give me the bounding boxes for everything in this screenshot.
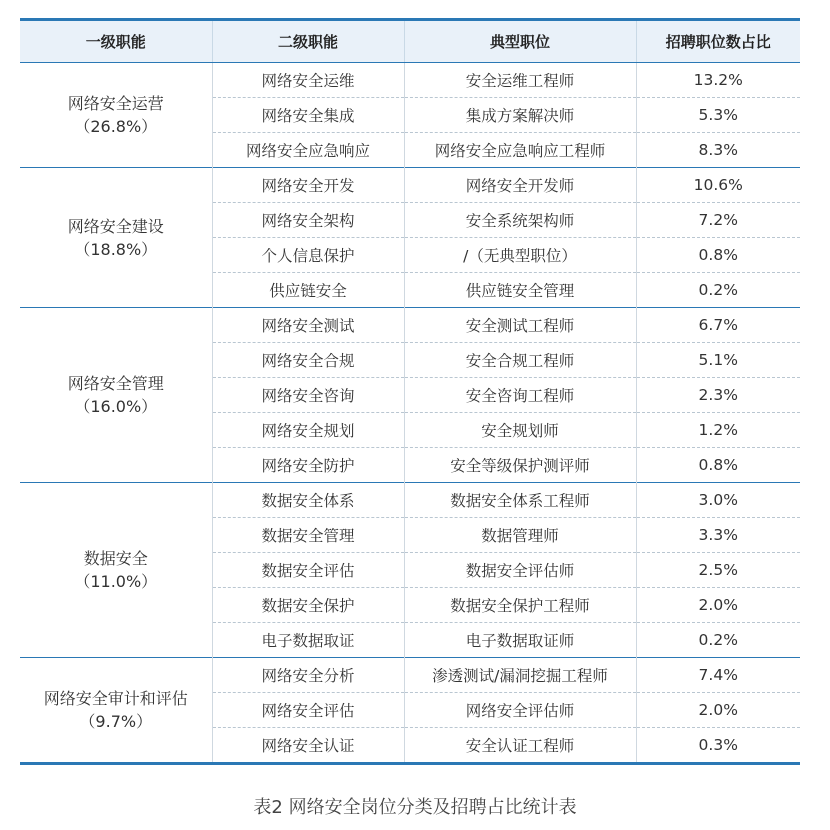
level1-function-cell bbox=[20, 168, 212, 308]
table-row bbox=[20, 483, 800, 518]
level1-function-percent: （16.0%） bbox=[74, 397, 158, 416]
level1-function-percent: （9.7%） bbox=[79, 712, 153, 731]
typical-position-cell: 数据安全保护工程师 bbox=[404, 588, 636, 623]
table-row bbox=[20, 168, 800, 203]
level2-function-cell: 网络安全运维 bbox=[212, 63, 404, 98]
level2-function-cell: 网络安全集成 bbox=[212, 98, 404, 133]
recruitment-ratio-cell: 0.2% bbox=[636, 623, 800, 658]
header-level1-function: 一级职能 bbox=[20, 20, 212, 63]
level2-function-cell: 数据安全管理 bbox=[212, 518, 404, 553]
typical-position-cell: 数据安全体系工程师 bbox=[404, 483, 636, 518]
level2-function-cell: 网络安全应急响应 bbox=[212, 133, 404, 168]
recruitment-ratio-cell: 1.2% bbox=[636, 413, 800, 448]
level2-function-cell: 网络安全评估 bbox=[212, 693, 404, 728]
recruitment-ratio-cell: 2.0% bbox=[636, 588, 800, 623]
recruitment-ratio-cell: 2.5% bbox=[636, 553, 800, 588]
typical-position-cell: 集成方案解决师 bbox=[404, 98, 636, 133]
recruitment-ratio-cell: 0.8% bbox=[636, 238, 800, 273]
header-level2-function: 二级职能 bbox=[212, 20, 404, 63]
typical-position-cell: 安全认证工程师 bbox=[404, 728, 636, 764]
header-recruitment-ratio: 招聘职位数占比 bbox=[636, 20, 800, 63]
table-body bbox=[20, 63, 800, 764]
level2-function-cell: 网络安全架构 bbox=[212, 203, 404, 238]
recruitment-ratio-cell: 10.6% bbox=[636, 168, 800, 203]
level2-function-cell: 网络安全咨询 bbox=[212, 378, 404, 413]
recruitment-ratio-cell: 0.3% bbox=[636, 728, 800, 764]
recruitment-ratio-cell: 2.0% bbox=[636, 693, 800, 728]
level2-function-cell: 个人信息保护 bbox=[212, 238, 404, 273]
level2-function-cell: 网络安全开发 bbox=[212, 168, 404, 203]
recruitment-ratio-cell: 3.0% bbox=[636, 483, 800, 518]
typical-position-cell: 数据管理师 bbox=[404, 518, 636, 553]
level1-function-name: 数据安全 bbox=[83, 549, 148, 568]
level2-function-cell: 网络安全合规 bbox=[212, 343, 404, 378]
level2-function-cell: 供应链安全 bbox=[212, 273, 404, 308]
level2-function-cell: 数据安全体系 bbox=[212, 483, 404, 518]
level2-function-cell: 网络安全认证 bbox=[212, 728, 404, 764]
table-row bbox=[20, 658, 800, 693]
level2-function-cell: 电子数据取证 bbox=[212, 623, 404, 658]
level1-function-percent: （18.8%） bbox=[74, 239, 158, 259]
recruitment-ratio-cell: 0.8% bbox=[636, 448, 800, 483]
typical-position-cell: 网络安全评估师 bbox=[404, 693, 636, 728]
recruitment-ratio-cell: 5.3% bbox=[636, 98, 800, 133]
typical-position-cell: 供应链安全管理 bbox=[404, 273, 636, 308]
level1-function-name: 网络安全审计和评估 bbox=[43, 689, 188, 708]
recruitment-ratio-cell: 5.1% bbox=[636, 343, 800, 378]
level1-function-cell bbox=[20, 308, 212, 483]
recruitment-ratio-cell: 13.2% bbox=[636, 63, 800, 98]
level1-function-name: 网络安全管理 bbox=[67, 374, 164, 393]
level2-function-cell: 网络安全测试 bbox=[212, 308, 404, 343]
recruitment-ratio-cell: 3.3% bbox=[636, 518, 800, 553]
recruitment-ratio-cell: 8.3% bbox=[636, 133, 800, 168]
typical-position-cell: 安全咨询工程师 bbox=[404, 378, 636, 413]
recruitment-ratio-cell: 0.2% bbox=[636, 273, 800, 308]
level1-function-cell bbox=[20, 658, 212, 764]
typical-position-cell: 网络安全应急响应工程师 bbox=[404, 133, 636, 168]
typical-position-cell: /（无典型职位） bbox=[404, 238, 636, 273]
job-classification-table bbox=[20, 18, 800, 765]
typical-position-cell: 电子数据取证师 bbox=[404, 623, 636, 658]
typical-position-cell: 渗透测试/漏洞挖掘工程师 bbox=[404, 658, 636, 693]
table-caption: 表2 网络安全岗位分类及招聘占比统计表 bbox=[253, 797, 577, 818]
level2-function-cell: 网络安全规划 bbox=[212, 413, 404, 448]
level1-function-cell bbox=[20, 483, 212, 658]
table-header-row bbox=[20, 20, 800, 63]
recruitment-ratio-cell: 7.2% bbox=[636, 203, 800, 238]
recruitment-ratio-cell: 7.4% bbox=[636, 658, 800, 693]
table-row bbox=[20, 63, 800, 98]
level1-function-percent: （11.0%） bbox=[74, 572, 158, 591]
table-row bbox=[20, 308, 800, 343]
typical-position-cell: 安全测试工程师 bbox=[404, 308, 636, 343]
typical-position-cell: 数据安全评估师 bbox=[404, 553, 636, 588]
level2-function-cell: 数据安全评估 bbox=[212, 553, 404, 588]
typical-position-cell: 安全等级保护测评师 bbox=[404, 448, 636, 483]
level1-function-name: 网络安全建设 bbox=[67, 216, 164, 236]
level2-function-cell: 网络安全分析 bbox=[212, 658, 404, 693]
level2-function-cell: 网络安全防护 bbox=[212, 448, 404, 483]
typical-position-cell: 安全系统架构师 bbox=[404, 203, 636, 238]
recruitment-ratio-cell: 6.7% bbox=[636, 308, 800, 343]
level1-function-name: 网络安全运营 bbox=[67, 94, 164, 113]
level1-function-cell bbox=[20, 63, 212, 168]
typical-position-cell: 安全规划师 bbox=[404, 413, 636, 448]
typical-position-cell: 安全运维工程师 bbox=[404, 63, 636, 98]
typical-position-cell: 安全合规工程师 bbox=[404, 343, 636, 378]
level1-function-percent: （26.8%） bbox=[74, 117, 158, 136]
typical-position-cell: 网络安全开发师 bbox=[404, 168, 636, 203]
header-typical-position: 典型职位 bbox=[404, 20, 636, 63]
level2-function-cell: 数据安全保护 bbox=[212, 588, 404, 623]
statistics-table-container bbox=[20, 18, 800, 765]
recruitment-ratio-cell: 2.3% bbox=[636, 378, 800, 413]
